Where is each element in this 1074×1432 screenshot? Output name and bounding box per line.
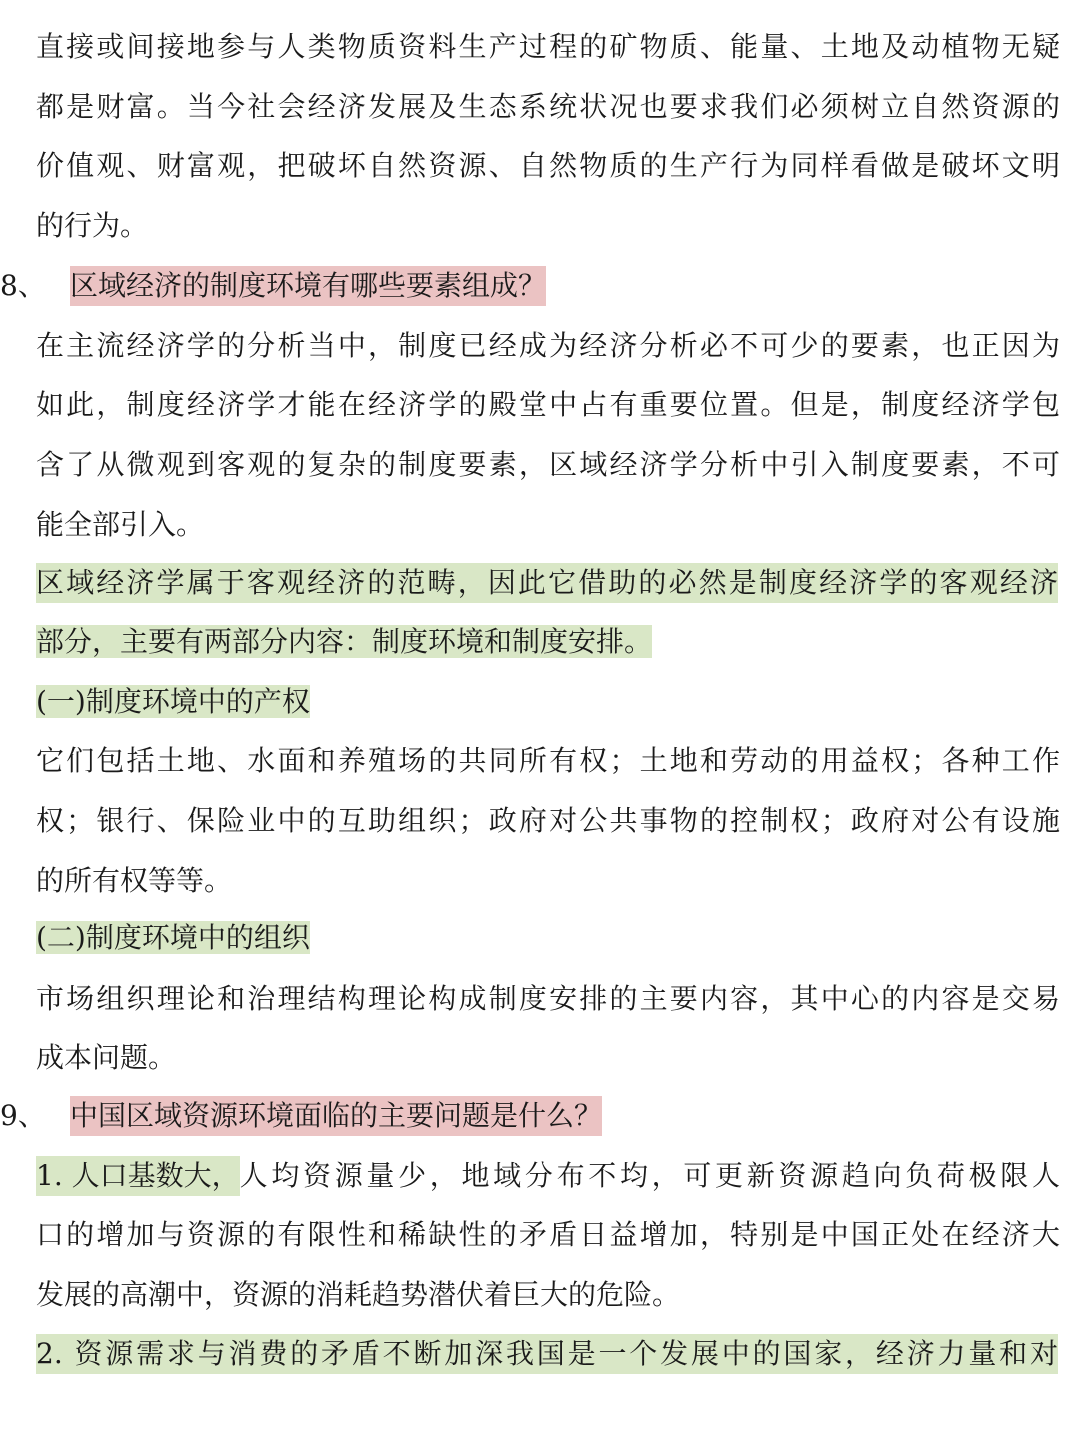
q9-item1-line-1 (36, 1156, 1060, 1196)
q9-item1-line-2: 口的增加与资源的有限性和稀缺性的矛盾日益增加，特别是中国正处在经济大 (36, 1218, 1060, 1251)
q8-sub1-line-1: 它们包括土地、水面和养殖场的共同所有权；土地和劳动的用益权；各种工作 (36, 744, 1060, 777)
q8-sub1-line-2: 权；银行、保险业中的互助组织；政府对公共事物的控制权；政府对公有设施 (36, 804, 1060, 837)
intro-line-1: 直接或间接地参与人类物质资料生产过程的矿物质、能量、土地及动植物无疑 (36, 30, 1060, 63)
intro-line-4: 的行为。 (36, 209, 149, 242)
q8-para2-line-2 (36, 622, 652, 662)
question-9-number: 9、 (0, 1099, 46, 1132)
q8-sub2-line-1: 市场组织理论和治理结构理论构成制度安排的主要内容，其中心的内容是交易 (36, 982, 1060, 1015)
q8-sub2-title-text: (二)制度环境中的组织 (36, 921, 310, 954)
q9-item1-rest: 人均资源量少，地域分布不均，可更新资源趋向负荷极限人 (239, 1159, 1060, 1192)
q8-para2-line-1: 区域经济学属于客观经济的范畴，因此它借助的必然是制度经济学的客观经济 (36, 563, 1058, 603)
q9-item1-highlight: 1. 人口基数大， (36, 1156, 240, 1196)
q8-para2-line-2-text: 部分，主要有两部分内容：制度环境和制度安排。 (36, 625, 653, 658)
q8-sub2-line-2: 成本问题。 (36, 1041, 177, 1074)
intro-line-3: 价值观、财富观，把破坏自然资源、自然物质的生产行为同样看做是破坏文明 (36, 149, 1060, 182)
q8-para1-line-1: 在主流经济学的分析当中，制度已经成为经济分析必不可少的要素，也正因为 (36, 329, 1060, 362)
q8-sub1-title (36, 682, 310, 722)
q8-para1-line-2: 如此，制度经济学才能在经济学的殿堂中占有重要位置。但是，制度经济学包 (36, 388, 1060, 421)
q8-sub1-title-text: (一)制度环境中的产权 (36, 685, 310, 718)
question-9-title: 中国区域资源环境面临的主要问题是什么？ (70, 1096, 602, 1136)
q8-sub1-line-3: 的所有权等等。 (36, 864, 233, 897)
q8-para1-line-4: 能全部引入。 (36, 508, 205, 541)
q9-item2-line-1: 2. 资源需求与消费的矛盾不断加深我国是一个发展中的国家，经济力量和对 (36, 1334, 1058, 1374)
q9-item1-line-3: 发展的高潮中，资源的消耗趋势潜伏着巨大的危险。 (36, 1278, 681, 1311)
q8-para1-line-3: 含了从微观到客观的复杂的制度要素，区域经济学分析中引入制度要素，不可 (36, 448, 1060, 481)
question-8-number: 8、 (0, 269, 46, 302)
question-8-title: 区域经济的制度环境有哪些要素组成？ (70, 266, 546, 306)
q8-sub2-title (36, 918, 310, 958)
intro-line-2: 都是财富。当今社会经济发展及生态系统状况也要求我们必须树立自然资源的 (36, 90, 1060, 123)
